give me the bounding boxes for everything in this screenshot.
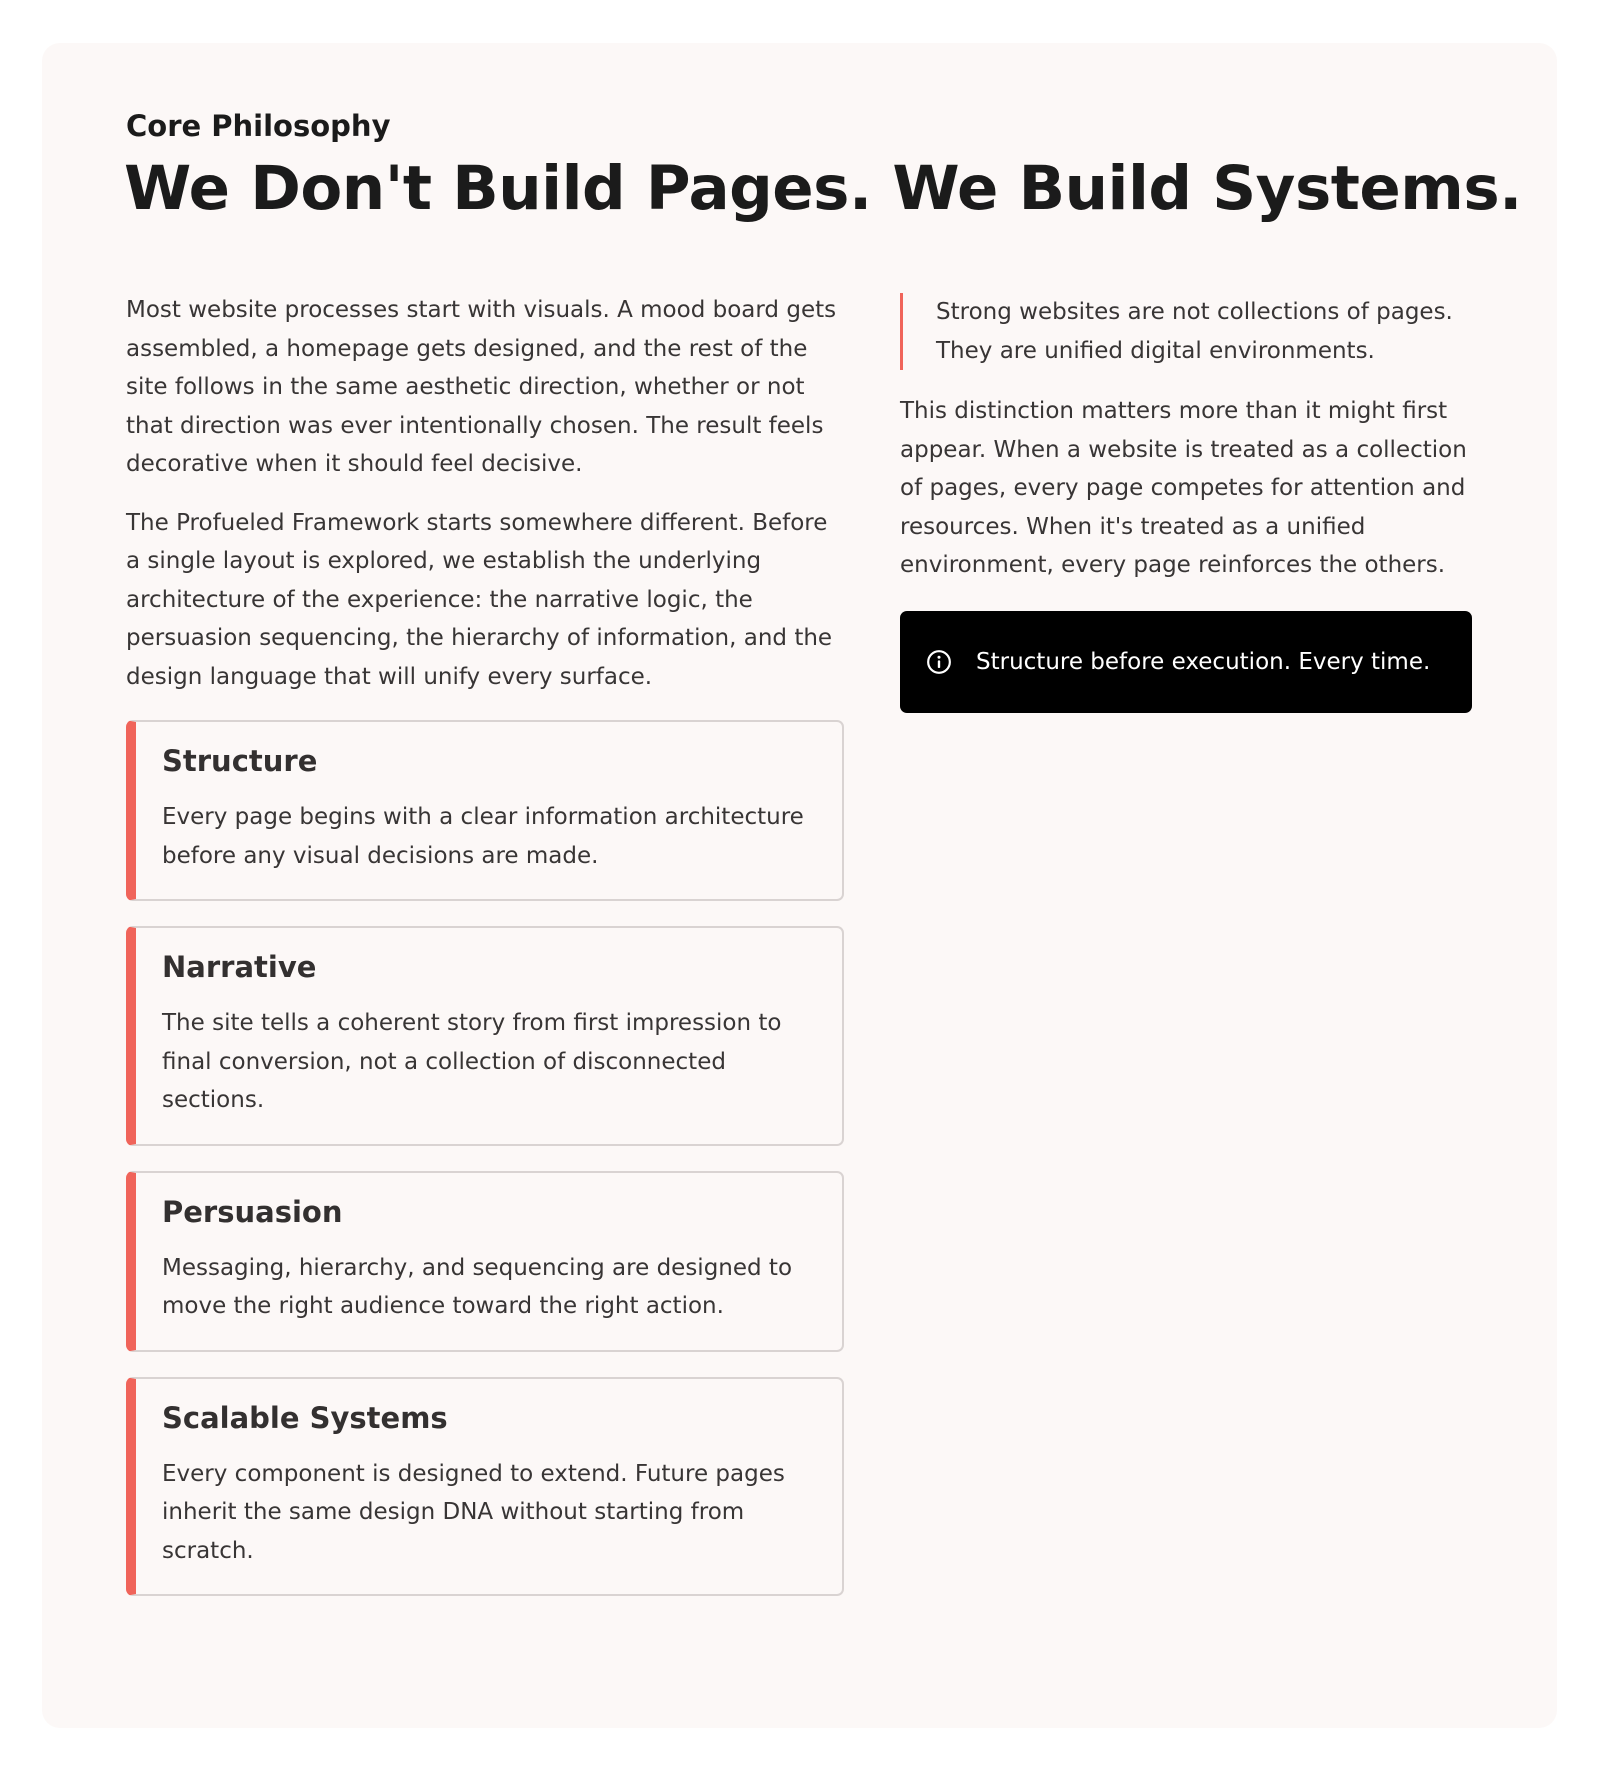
page-title: We Don't Build Pages. We Build Systems. <box>124 153 1522 224</box>
card-text: Every page begins with a clear information architecture before any visual decisions are made. <box>162 804 804 869</box>
card-persuasion <box>126 1171 844 1352</box>
card-scalable-systems <box>126 1377 844 1597</box>
philosophy-panel <box>42 43 1557 1728</box>
pull-quote-text: Strong websites are not collections of pages. They are unified digital environments. <box>936 299 1453 364</box>
right-column <box>900 293 1480 713</box>
left-column <box>126 291 846 1621</box>
section-eyebrow: Core Philosophy <box>126 109 391 143</box>
card-structure <box>126 720 844 901</box>
card-title: Scalable Systems <box>162 1400 448 1435</box>
card-text: Every component is designed to extend. Future pages inherit the same design DNA without starting from scratch. <box>162 1460 785 1564</box>
card-text: The site tells a coherent story from first impression to final conversion, not a collection of disconnected sections. <box>162 1010 782 1113</box>
info-icon <box>926 649 952 675</box>
callout-banner <box>900 611 1472 713</box>
intro-paragraph-2: The Profueled Framework starts somewhere different. Before a single layout is explored, we establish the underlying architecture of the experience: the narrative logic, the persuasion sequencing, the hierarchy of information, and the design language that will unify every surface. <box>126 509 833 690</box>
intro-paragraph-1: Most website processes start with visuals. A mood board gets assembled, a homepage gets designed, and the rest of the site follows in the same aesthetic direction, whether or not that direction was ever intentionally chosen. The result feels decorative when it should feel decisive. <box>126 297 837 477</box>
card-text: Messaging, hierarchy, and sequencing are designed to move the right audience toward the right action. <box>162 1254 793 1319</box>
card-narrative <box>126 926 844 1146</box>
pull-quote <box>900 293 1480 370</box>
callout-text: Structure before execution. Every time. <box>976 648 1431 675</box>
card-title: Narrative <box>162 950 317 984</box>
card-title: Persuasion <box>162 1194 343 1229</box>
aside-paragraph: This distinction matters more than it might first appear. When a website is treated as a collection of pages, every page competes for attention and resources. When it's treated as a unified environment, every page reinforces the others. <box>900 398 1467 578</box>
card-title: Structure <box>162 744 318 778</box>
